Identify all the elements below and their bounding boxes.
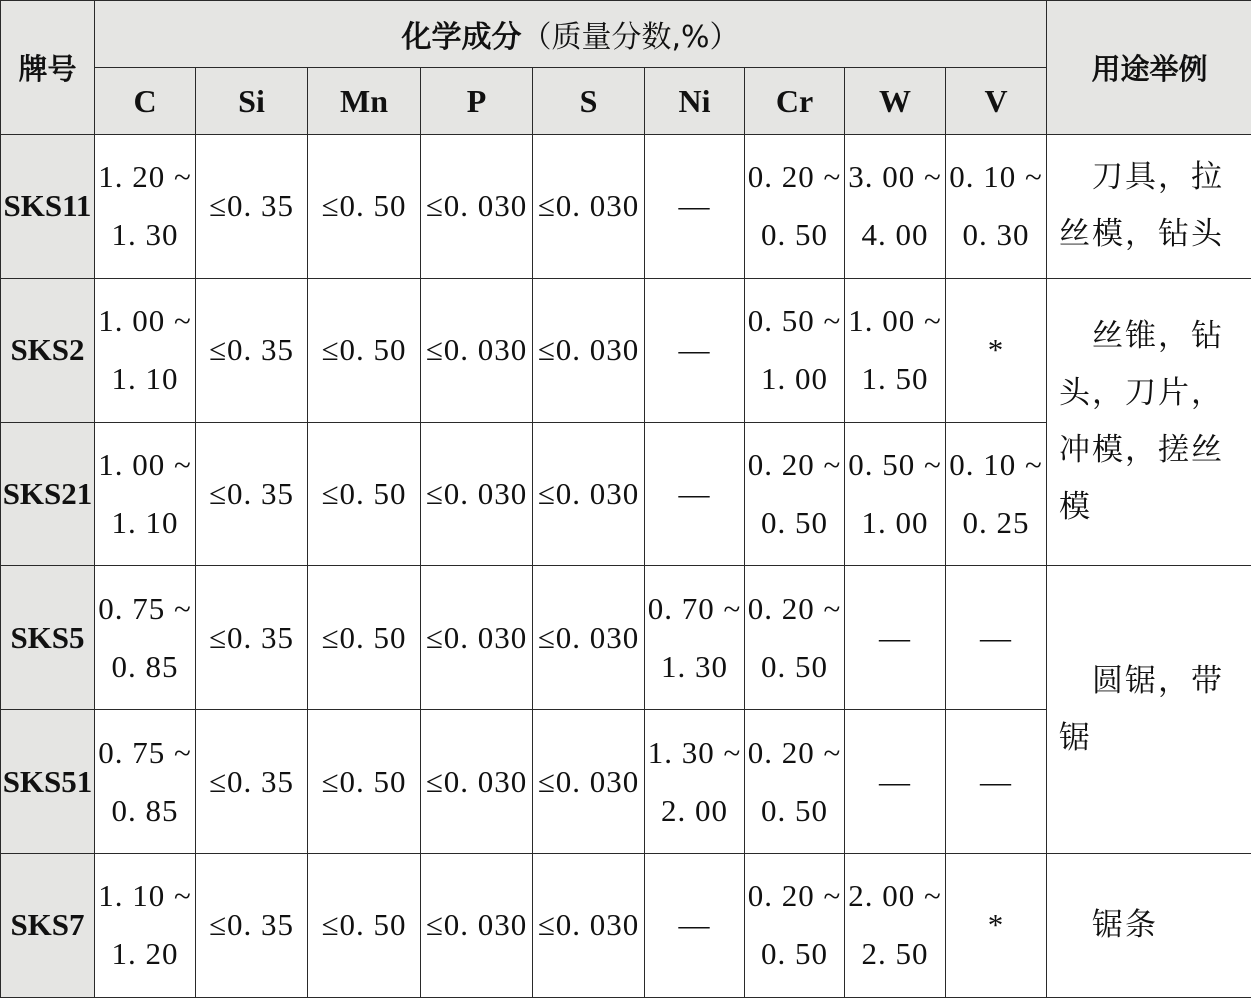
value-cell-w bbox=[845, 278, 946, 422]
table-row bbox=[1, 278, 1251, 422]
value-cell-mn: ≤0. 50 bbox=[308, 710, 421, 854]
value-cell-w bbox=[845, 853, 946, 997]
composition-title: 化学成分 bbox=[401, 20, 521, 55]
value-cell-p: ≤0. 030 bbox=[421, 422, 533, 566]
usage-cell: 刀具，拉丝模，钻头 bbox=[1047, 135, 1251, 279]
value-cell-s: ≤0. 030 bbox=[533, 566, 645, 710]
grade-cell: SKS5 bbox=[1, 566, 95, 710]
grade-cell: SKS21 bbox=[1, 422, 95, 566]
element-header-cr: Cr bbox=[745, 68, 845, 135]
element-header-si: Si bbox=[196, 68, 308, 135]
range-min: 0. 50 ~ bbox=[745, 292, 844, 350]
value-cell-ni: — bbox=[645, 853, 745, 997]
range-max: 0. 30 bbox=[946, 206, 1046, 264]
usage-cell: 丝锥，钻头，刀片，冲模，搓丝模 bbox=[1047, 278, 1251, 566]
range-max: 0. 85 bbox=[95, 638, 195, 696]
range-max: 1. 20 bbox=[95, 925, 195, 983]
value-cell-v bbox=[946, 422, 1047, 566]
usage-cell: 锯条 bbox=[1047, 853, 1251, 997]
value-cell-si: ≤0. 35 bbox=[196, 135, 308, 279]
value-cell-p: ≤0. 030 bbox=[421, 853, 533, 997]
value-cell-v: — bbox=[946, 566, 1047, 710]
value-cell-cr bbox=[745, 278, 845, 422]
value-cell-cr bbox=[745, 422, 845, 566]
range-max: 0. 50 bbox=[745, 494, 844, 552]
range-min: 0. 20 ~ bbox=[745, 867, 844, 925]
range-max: 0. 50 bbox=[745, 206, 844, 264]
value-cell-si: ≤0. 35 bbox=[196, 278, 308, 422]
grade-cell: SKS11 bbox=[1, 135, 95, 279]
range-max: 2. 50 bbox=[845, 925, 945, 983]
value-cell-c bbox=[95, 135, 196, 279]
range-min: 1. 00 ~ bbox=[95, 292, 195, 350]
value-cell-si: ≤0. 35 bbox=[196, 566, 308, 710]
table-row bbox=[1, 853, 1251, 997]
range-min: 0. 10 ~ bbox=[946, 436, 1046, 494]
value-cell-w bbox=[845, 422, 946, 566]
value-cell-cr bbox=[745, 853, 845, 997]
table-row bbox=[1, 135, 1251, 279]
value-cell-p: ≤0. 030 bbox=[421, 566, 533, 710]
range-max: 1. 00 bbox=[845, 494, 945, 552]
element-header-ni: Ni bbox=[645, 68, 745, 135]
value-cell-p: ≤0. 030 bbox=[421, 278, 533, 422]
element-header-c: C bbox=[95, 68, 196, 135]
value-cell-cr bbox=[745, 566, 845, 710]
value-cell-si: ≤0. 35 bbox=[196, 853, 308, 997]
value-cell-s: ≤0. 030 bbox=[533, 422, 645, 566]
value-cell-p: ≤0. 030 bbox=[421, 710, 533, 854]
value-cell-v bbox=[946, 135, 1047, 279]
value-cell-v: * bbox=[946, 853, 1047, 997]
grade-header: 牌号 bbox=[1, 1, 95, 135]
range-max: 0. 50 bbox=[745, 638, 844, 696]
range-min: 1. 30 ~ bbox=[645, 724, 744, 782]
value-cell-mn: ≤0. 50 bbox=[308, 278, 421, 422]
composition-group-header bbox=[95, 1, 1047, 68]
range-min: 0. 75 ~ bbox=[95, 580, 195, 638]
range-min: 1. 00 ~ bbox=[845, 292, 945, 350]
range-max: 1. 10 bbox=[95, 350, 195, 408]
range-max: 1. 50 bbox=[845, 350, 945, 408]
value-cell-c bbox=[95, 566, 196, 710]
value-cell-w: — bbox=[845, 710, 946, 854]
range-min: 1. 00 ~ bbox=[95, 436, 195, 494]
value-cell-w bbox=[845, 135, 946, 279]
value-cell-w: — bbox=[845, 566, 946, 710]
value-cell-ni: — bbox=[645, 135, 745, 279]
range-max: 1. 10 bbox=[95, 494, 195, 552]
range-min: 1. 20 ~ bbox=[95, 148, 195, 206]
value-cell-c bbox=[95, 422, 196, 566]
range-max: 2. 00 bbox=[645, 782, 744, 840]
value-cell-s: ≤0. 030 bbox=[533, 710, 645, 854]
range-min: 0. 70 ~ bbox=[645, 580, 744, 638]
range-min: 0. 20 ~ bbox=[745, 580, 844, 638]
element-header-v: V bbox=[946, 68, 1047, 135]
range-min: 0. 50 ~ bbox=[845, 436, 945, 494]
value-cell-ni: — bbox=[645, 422, 745, 566]
value-cell-ni bbox=[645, 710, 745, 854]
value-cell-ni bbox=[645, 566, 745, 710]
value-cell-c bbox=[95, 853, 196, 997]
value-cell-p: ≤0. 030 bbox=[421, 135, 533, 279]
element-header-mn: Mn bbox=[308, 68, 421, 135]
range-min: 3. 00 ~ bbox=[845, 148, 945, 206]
range-max: 0. 25 bbox=[946, 494, 1046, 552]
range-max: 1. 00 bbox=[745, 350, 844, 408]
element-header-w: W bbox=[845, 68, 946, 135]
value-cell-ni: — bbox=[645, 278, 745, 422]
range-max: 0. 50 bbox=[745, 925, 844, 983]
range-max: 1. 30 bbox=[95, 206, 195, 264]
value-cell-mn: ≤0. 50 bbox=[308, 135, 421, 279]
grade-cell: SKS2 bbox=[1, 278, 95, 422]
value-cell-si: ≤0. 35 bbox=[196, 710, 308, 854]
composition-unit-note: （质量分数,%） bbox=[521, 20, 739, 55]
range-min: 2. 00 ~ bbox=[845, 867, 945, 925]
value-cell-s: ≤0. 030 bbox=[533, 853, 645, 997]
table-row bbox=[1, 566, 1251, 710]
usage-header: 用途举例 bbox=[1047, 1, 1251, 135]
range-min: 0. 10 ~ bbox=[946, 148, 1046, 206]
value-cell-s: ≤0. 030 bbox=[533, 135, 645, 279]
value-cell-cr bbox=[745, 135, 845, 279]
range-max: 0. 50 bbox=[745, 782, 844, 840]
composition-rows bbox=[1, 135, 1251, 998]
range-min: 0. 20 ~ bbox=[745, 724, 844, 782]
range-min: 0. 20 ~ bbox=[745, 436, 844, 494]
value-cell-s: ≤0. 030 bbox=[533, 278, 645, 422]
value-cell-mn: ≤0. 50 bbox=[308, 422, 421, 566]
range-min: 0. 75 ~ bbox=[95, 724, 195, 782]
range-min: 0. 20 ~ bbox=[745, 148, 844, 206]
value-cell-v: — bbox=[946, 710, 1047, 854]
value-cell-cr bbox=[745, 710, 845, 854]
value-cell-mn: ≤0. 50 bbox=[308, 853, 421, 997]
value-cell-c bbox=[95, 710, 196, 854]
value-cell-v: * bbox=[946, 278, 1047, 422]
usage-cell: 圆锯，带锯 bbox=[1047, 566, 1251, 854]
range-max: 4. 00 bbox=[845, 206, 945, 264]
range-max: 1. 30 bbox=[645, 638, 744, 696]
value-cell-c bbox=[95, 278, 196, 422]
value-cell-mn: ≤0. 50 bbox=[308, 566, 421, 710]
grade-cell: SKS51 bbox=[1, 710, 95, 854]
element-header-s: S bbox=[533, 68, 645, 135]
range-min: 1. 10 ~ bbox=[95, 867, 195, 925]
grade-cell: SKS7 bbox=[1, 853, 95, 997]
range-max: 0. 85 bbox=[95, 782, 195, 840]
element-header-p: P bbox=[421, 68, 533, 135]
value-cell-si: ≤0. 35 bbox=[196, 422, 308, 566]
